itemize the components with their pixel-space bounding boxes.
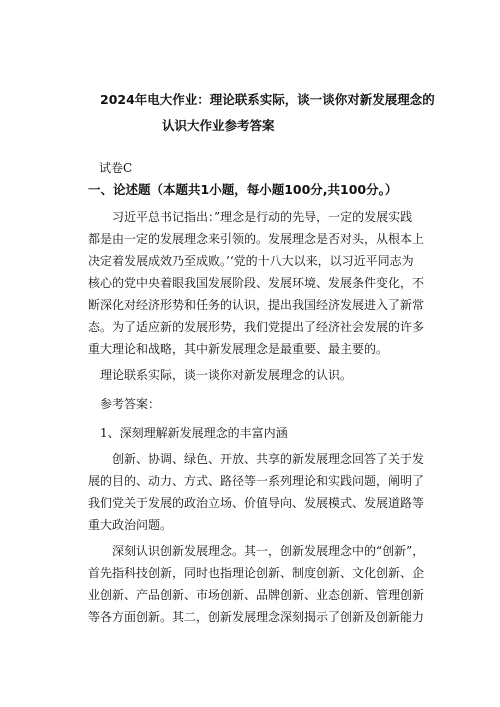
section-heading: 一、论述题（本题共1小题，每小题100分,共100分。） xyxy=(88,182,398,197)
answer-label: 参考答案： xyxy=(100,397,161,411)
answer-line: 我们党关于发展的政治立场、价值导向、发展模式、发展道路等 xyxy=(88,496,425,510)
question-prompt: 理论联系实际，谈一谈你对新发展理念的认识。 xyxy=(100,368,353,382)
question-paragraph xyxy=(88,206,436,360)
question-line: 习近平总书记指出：”理念是行动的先导，一定的发展实践 xyxy=(112,210,413,224)
answer-line: 重大政治问题。 xyxy=(88,518,173,532)
question-line: 决定着发展成效乃至成败。’‘党的十八大以来，以习近平同志为 xyxy=(88,254,414,268)
answer-line: 创新、协调、绿色、开放、共享的新发展理念回答了关于发 xyxy=(112,452,425,466)
answer-line: 业创新、产品创新、市场创新、品牌创新、业态创新、管理创新 xyxy=(88,588,425,602)
question-line: 重大理论和战略，其中新发展理念是最重要、最主要的。 xyxy=(88,342,389,356)
answer-paragraph-2 xyxy=(88,540,436,628)
answer-line: 深刻认识创新发展理念。其一，创新发展理念中的“创新”， xyxy=(112,544,425,558)
question-line: 核心的党中央着眼我国发展阶段、发展环境、发展条件变化，不 xyxy=(88,276,425,290)
question-line: 态。为了适应新的发展形势，我们党提出了经济社会发展的许多 xyxy=(88,320,425,334)
answer-line: 首先指科技创新，同时也指理论创新、制度创新、文化创新、企 xyxy=(88,566,425,580)
answer-line: 展的目的、动力、方式、路径等一系列理论和实践问题，阐明了 xyxy=(88,474,425,488)
question-line: 断深化对经济形势和任务的认识，提出我国经济发展进入了新常 xyxy=(88,298,425,312)
answer-heading: 1、深刻理解新发展理念的丰富内涵 xyxy=(100,426,288,440)
paper-label: 试卷C xyxy=(99,161,133,175)
answer-line: 等各方面创新。其二，创新发展理念深刻揭示了创新及创新能力 xyxy=(88,610,425,624)
answer-paragraph-1 xyxy=(88,448,436,536)
question-line: 都是由一定的发展理念来引领的。发展理念是否对头，从根本上 xyxy=(88,232,425,246)
document-title-line-2: 认识大作业参考答案 xyxy=(162,118,275,133)
document-title-line-1: 2024年电大作业：理论联系实际，谈一谈你对新发展理念的 xyxy=(100,92,435,107)
